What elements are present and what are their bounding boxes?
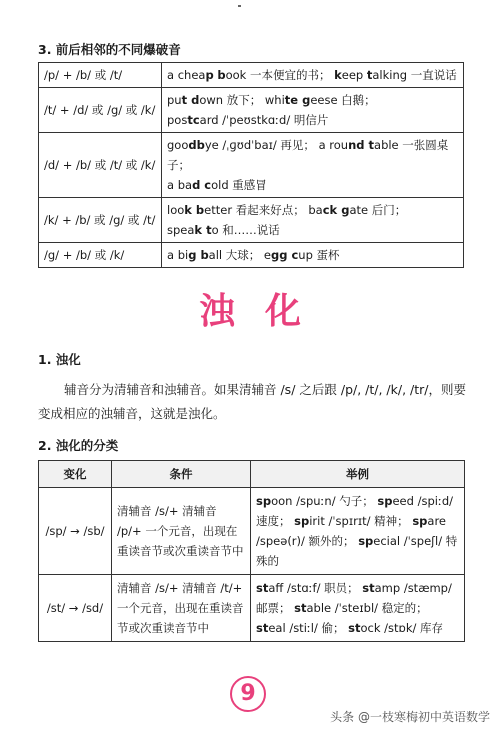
header-condition: 条件 [112,461,251,488]
example-text: ye /ˌɡʊdˈbaɪ/ 再见； a rou [204,138,349,152]
example-text: 邮票； [256,601,295,615]
highlighted-letters: nd t [348,138,375,152]
example-text: /speə(r)/ 额外的； [256,534,359,548]
example-text: amp /stæmp/ [374,581,452,595]
table-row [39,88,464,133]
change-cell: /sp/ → /sb/ [39,488,112,575]
example-text: ook 一本便宜的书； [225,68,335,82]
highlighted-letters: k b [184,203,205,217]
example-line [167,90,458,110]
table-row [39,488,465,575]
example-text: loo [167,203,185,217]
example-line [167,65,458,85]
condition-cell: 清辅音 /s/+ 清辅音 /p/+ 一个元音，出现在重读音节或次重读音节中 [112,488,251,575]
change-cell: /st/ → /sd/ [39,575,112,642]
highlighted-letters: t [366,68,373,82]
highlighted-letters: st [256,581,269,595]
example-text: spea [167,223,195,237]
example-text: ate 后门； [349,203,407,217]
section1-paragraph: 辅音分为清辅音和浊辅音。如果清辅音 /s/ 之后跟 /p/, /t/, /k/, /tr/，则要变成相应的浊辅音，这就是浊化。 [38,382,467,421]
example-text: goo [167,138,189,152]
example-text: pos [167,113,188,127]
example-line [167,175,458,195]
highlighted-letters: st [294,601,307,615]
plosive-table [38,62,464,268]
example-line [256,511,459,531]
example-text: up 蛋杯 [298,248,340,262]
example-line [167,110,458,130]
table-row [39,575,465,642]
example-text: able /ˈsteɪbl/ 稳定的； [306,601,428,615]
highlighted-letters: sp [358,534,374,548]
highlighted-letters: st [256,621,269,635]
header-change: 变化 [39,461,112,488]
example-text: etter 看起来好点； ba [204,203,323,217]
example-text: are [427,514,447,528]
example-line [256,531,459,551]
section3-title: 3. 前后相邻的不同爆破音 [38,42,181,57]
example-text: o 和……说话 [211,223,280,237]
example-text: eep [341,68,367,82]
example-line [256,598,459,618]
table-row [39,198,464,243]
example-text: own 放下； whi [199,93,285,107]
example-cell [251,488,465,575]
example-line [167,245,458,265]
highlighted-letters: sp [377,494,393,508]
example-text: old 重感冒 [211,178,267,192]
highlighted-letters: g b [188,248,209,262]
page-number: 9 [230,676,266,712]
sound-pattern: /p/ + /b/ 或 /t/ [39,63,162,88]
example-line [167,220,458,240]
header-example: 举例 [251,461,465,488]
highlighted-letters: st [348,621,361,635]
highlighted-letters: p [205,68,214,82]
table-row [39,133,464,198]
example-text: eese 白鹅； [310,93,376,107]
example-cell [162,133,464,198]
highlighted-letters: sp [412,514,428,528]
table-row [39,243,464,268]
example-text: eal /stiːl/ 偷； [268,621,349,635]
example-text: pu [167,93,182,107]
example-text: ecial /ˈspeʃl/ 特 [373,534,458,548]
example-text: eed /spiːd/ [392,494,453,508]
example-text: a chea [167,68,206,82]
main-title: 浊化 [198,291,331,332]
example-text: 殊的 [256,554,279,568]
highlighted-letters: gg c [271,248,299,262]
example-text: aff /stɑːf/ 职员； [268,581,363,595]
example-line [256,491,459,511]
highlighted-letters: k t [194,223,212,237]
example-line [167,200,458,220]
highlighted-letters: db [188,138,205,152]
example-text: a ba [167,178,193,192]
example-line [256,578,459,598]
example-text: ard /ˈpeʊstkɑːd/ 明信片 [199,113,329,127]
condition-cell: 清辅音 /s/+ 清辅音 /t/+ 一个元音，出现在重读音节或次重读音节中 [112,575,251,642]
example-cell [251,575,465,642]
example-text: able 一张圆桌子； [167,138,449,172]
example-text: oon /spuːn/ 勺子； [271,494,378,508]
example-text: irit /ˈspɪrɪt/ 精神； [309,514,413,528]
table-header-row [39,461,465,488]
table-row [39,63,464,88]
example-text: ock /stɒk/ 库存 [360,621,444,635]
section1-title: 1. 浊化 [38,352,81,367]
sound-pattern: /t/ + /d/ 或 /g/ 或 /k/ [39,88,162,133]
highlighted-letters: d c [192,178,212,192]
example-text: 速度； [256,514,295,528]
example-text: alking 一直说话 [372,68,457,82]
example-cell [162,88,464,133]
example-line [256,551,459,571]
example-cell [162,63,464,88]
highlighted-letters: b [217,68,226,82]
sound-pattern: /g/ + /b/ 或 /k/ [39,243,162,268]
watermark: 头条 @一枝寒梅初中英语数学 [330,710,490,724]
example-text: a bi [167,248,189,262]
highlighted-letters: tc [187,113,200,127]
highlighted-letters: sp [294,514,310,528]
example-cell [162,198,464,243]
highlighted-letters: ck g [322,203,350,217]
voicing-table [38,460,465,642]
highlighted-letters: sp [256,494,272,508]
highlighted-letters: te g [284,93,311,107]
example-text: all 大球； e [208,248,271,262]
sound-pattern: /d/ + /b/ 或 /t/ 或 /k/ [39,133,162,198]
sound-pattern: /k/ + /b/ 或 /g/ 或 /t/ [39,198,162,243]
example-line [256,618,459,638]
scan-dot [238,5,241,7]
example-line [167,135,458,175]
section2-title: 2. 浊化的分类 [38,438,119,453]
highlighted-letters: st [362,581,375,595]
example-cell [162,243,464,268]
highlighted-letters: k [334,68,342,82]
highlighted-letters: t d [181,93,200,107]
